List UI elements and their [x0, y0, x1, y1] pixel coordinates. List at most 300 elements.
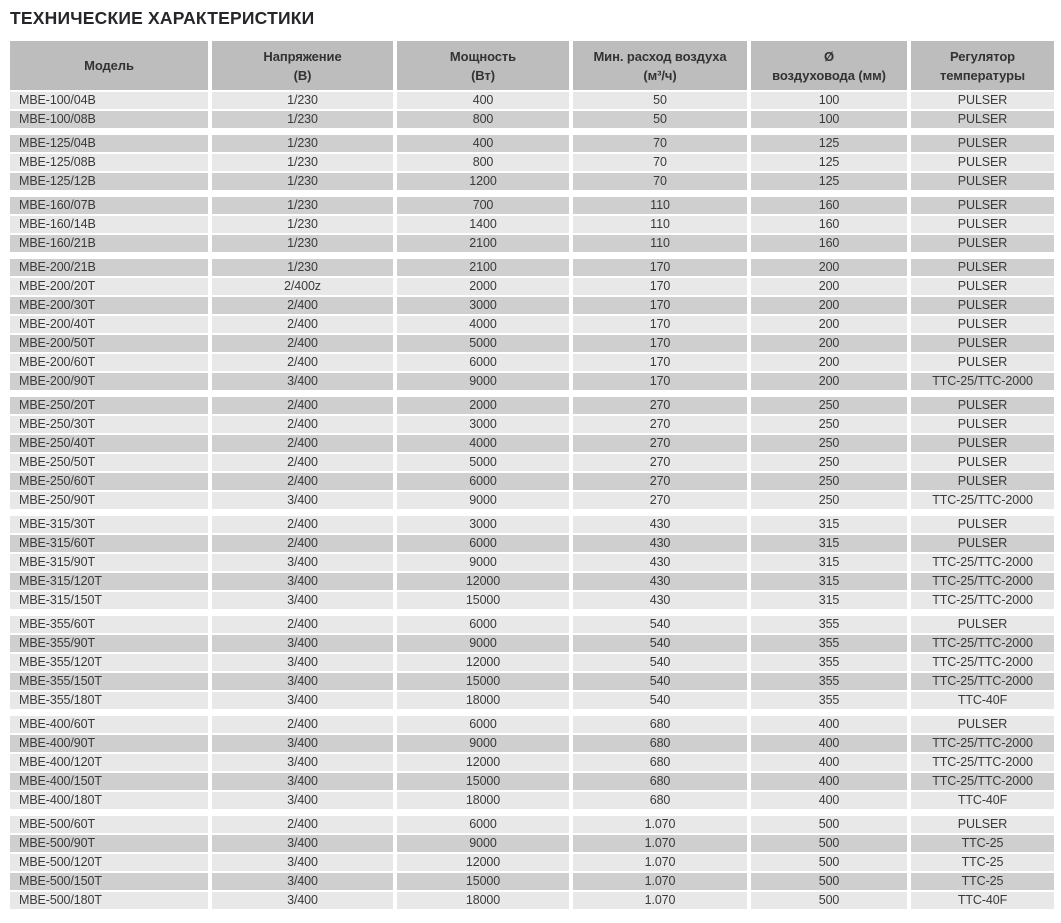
cell-regulator: PULSER	[911, 473, 1054, 490]
cell-power: 9000	[397, 554, 569, 571]
cell-model: MBE-400/60T	[10, 716, 208, 733]
column-header-line1: Ø	[823, 48, 834, 64]
cell-regulator: TTC-25/TTC-2000	[911, 635, 1054, 652]
cell-airflow: 1.070	[573, 873, 747, 890]
cell-diameter: 500	[751, 854, 907, 871]
cell-regulator: PULSER	[911, 435, 1054, 452]
cell-airflow: 680	[573, 792, 747, 809]
cell-power: 800	[397, 111, 569, 128]
cell-regulator: TTC-40F	[911, 792, 1054, 809]
cell-model: MBE-200/90T	[10, 373, 208, 390]
cell-diameter: 250	[751, 454, 907, 471]
cell-airflow: 270	[573, 473, 747, 490]
cell-model: MBE-500/150T	[10, 873, 208, 890]
cell-power: 15000	[397, 592, 569, 609]
cell-airflow: 540	[573, 673, 747, 690]
cell-airflow: 540	[573, 692, 747, 709]
table-row	[10, 92, 1052, 109]
column-header-regulator	[911, 41, 1054, 90]
column-header-airflow	[573, 41, 747, 90]
cell-diameter: 160	[751, 197, 907, 214]
cell-airflow: 680	[573, 754, 747, 771]
model-group	[10, 716, 1052, 809]
cell-model: MBE-160/14B	[10, 216, 208, 233]
cell-model: MBE-355/60T	[10, 616, 208, 633]
table-row	[10, 316, 1052, 333]
cell-voltage: 1/230	[212, 173, 393, 190]
cell-diameter: 250	[751, 397, 907, 414]
cell-airflow: 270	[573, 435, 747, 452]
cell-airflow: 430	[573, 592, 747, 609]
cell-power: 15000	[397, 873, 569, 890]
table-row	[10, 516, 1052, 533]
cell-airflow: 170	[573, 316, 747, 333]
cell-regulator: TTC-25/TTC-2000	[911, 492, 1054, 509]
cell-regulator: TTC-40F	[911, 692, 1054, 709]
cell-regulator: TTC-25	[911, 835, 1054, 852]
cell-model: MBE-400/120T	[10, 754, 208, 771]
cell-model: MBE-500/120T	[10, 854, 208, 871]
cell-regulator: PULSER	[911, 397, 1054, 414]
cell-regulator: PULSER	[911, 197, 1054, 214]
table-row	[10, 278, 1052, 295]
cell-diameter: 355	[751, 692, 907, 709]
cell-voltage: 3/400	[212, 554, 393, 571]
table-row	[10, 692, 1052, 709]
table-row	[10, 473, 1052, 490]
table-row	[10, 592, 1052, 609]
cell-airflow: 1.070	[573, 835, 747, 852]
cell-voltage: 1/230	[212, 92, 393, 109]
cell-model: MBE-125/08B	[10, 154, 208, 171]
model-group	[10, 397, 1052, 509]
cell-model: MBE-250/60T	[10, 473, 208, 490]
column-header-model	[10, 41, 208, 90]
cell-model: MBE-355/150T	[10, 673, 208, 690]
cell-diameter: 500	[751, 816, 907, 833]
cell-voltage: 1/230	[212, 216, 393, 233]
cell-voltage: 2/400	[212, 416, 393, 433]
cell-airflow: 170	[573, 373, 747, 390]
cell-diameter: 200	[751, 259, 907, 276]
cell-airflow: 680	[573, 716, 747, 733]
cell-regulator: PULSER	[911, 111, 1054, 128]
cell-airflow: 680	[573, 735, 747, 752]
cell-diameter: 400	[751, 754, 907, 771]
cell-airflow: 680	[573, 773, 747, 790]
cell-regulator: PULSER	[911, 335, 1054, 352]
table-row	[10, 154, 1052, 171]
column-header-power	[397, 41, 569, 90]
cell-diameter: 125	[751, 154, 907, 171]
cell-regulator: TTC-25/TTC-2000	[911, 373, 1054, 390]
table-row	[10, 792, 1052, 809]
column-header-line1: Модель	[84, 58, 134, 73]
table-row	[10, 573, 1052, 590]
cell-airflow: 540	[573, 616, 747, 633]
cell-model: MBE-125/12B	[10, 173, 208, 190]
column-header-diameter	[751, 41, 907, 90]
cell-airflow: 270	[573, 492, 747, 509]
cell-power: 3000	[397, 297, 569, 314]
cell-regulator: TTC-25	[911, 873, 1054, 890]
cell-power: 6000	[397, 816, 569, 833]
cell-airflow: 540	[573, 654, 747, 671]
table-row	[10, 416, 1052, 433]
cell-model: MBE-315/60T	[10, 535, 208, 552]
page-title: ТЕХНИЧЕСКИЕ ХАРАКТЕРИСТИКИ	[10, 8, 315, 28]
cell-model: MBE-500/90T	[10, 835, 208, 852]
cell-voltage: 3/400	[212, 892, 393, 909]
table-row	[10, 111, 1052, 128]
column-header-line2: (В)	[293, 67, 312, 83]
cell-airflow: 170	[573, 259, 747, 276]
cell-model: MBE-315/90T	[10, 554, 208, 571]
cell-airflow: 430	[573, 573, 747, 590]
cell-power: 6000	[397, 354, 569, 371]
cell-regulator: PULSER	[911, 297, 1054, 314]
cell-airflow: 170	[573, 335, 747, 352]
cell-voltage: 1/230	[212, 197, 393, 214]
cell-airflow: 170	[573, 354, 747, 371]
cell-model: MBE-355/120T	[10, 654, 208, 671]
cell-diameter: 500	[751, 835, 907, 852]
table-row	[10, 454, 1052, 471]
cell-power: 5000	[397, 335, 569, 352]
cell-diameter: 315	[751, 554, 907, 571]
cell-airflow: 110	[573, 216, 747, 233]
cell-voltage: 3/400	[212, 635, 393, 652]
cell-voltage: 3/400	[212, 873, 393, 890]
table-body	[10, 92, 1052, 909]
cell-model: MBE-200/40T	[10, 316, 208, 333]
cell-airflow: 50	[573, 92, 747, 109]
column-header-voltage	[212, 41, 393, 90]
cell-model: MBE-160/07B	[10, 197, 208, 214]
cell-diameter: 355	[751, 616, 907, 633]
cell-regulator: TTC-40F	[911, 892, 1054, 909]
cell-diameter: 250	[751, 492, 907, 509]
cell-model: MBE-250/30T	[10, 416, 208, 433]
cell-power: 12000	[397, 573, 569, 590]
cell-diameter: 355	[751, 673, 907, 690]
cell-model: MBE-355/180T	[10, 692, 208, 709]
cell-diameter: 315	[751, 535, 907, 552]
cell-regulator: TTC-25/TTC-2000	[911, 654, 1054, 671]
cell-voltage: 2/400	[212, 397, 393, 414]
cell-regulator: PULSER	[911, 316, 1054, 333]
cell-power: 6000	[397, 716, 569, 733]
cell-diameter: 250	[751, 416, 907, 433]
cell-voltage: 3/400	[212, 592, 393, 609]
cell-model: MBE-355/90T	[10, 635, 208, 652]
cell-diameter: 355	[751, 635, 907, 652]
cell-regulator: PULSER	[911, 235, 1054, 252]
cell-voltage: 3/400	[212, 754, 393, 771]
cell-airflow: 270	[573, 397, 747, 414]
cell-regulator: PULSER	[911, 716, 1054, 733]
cell-power: 2100	[397, 235, 569, 252]
cell-diameter: 400	[751, 735, 907, 752]
spec-table	[10, 41, 1052, 909]
cell-voltage: 2/400	[212, 354, 393, 371]
cell-voltage: 2/400	[212, 316, 393, 333]
cell-regulator: PULSER	[911, 154, 1054, 171]
cell-diameter: 160	[751, 235, 907, 252]
cell-airflow: 1.070	[573, 816, 747, 833]
model-group	[10, 816, 1052, 909]
cell-regulator: TTC-25/TTC-2000	[911, 673, 1054, 690]
table-row	[10, 716, 1052, 733]
cell-diameter: 315	[751, 592, 907, 609]
table-row	[10, 773, 1052, 790]
table-row	[10, 335, 1052, 352]
cell-model: MBE-200/30T	[10, 297, 208, 314]
cell-voltage: 3/400	[212, 654, 393, 671]
cell-voltage: 3/400	[212, 854, 393, 871]
cell-power: 2000	[397, 397, 569, 414]
cell-regulator: TTC-25/TTC-2000	[911, 754, 1054, 771]
model-group	[10, 135, 1052, 190]
cell-regulator: TTC-25/TTC-2000	[911, 735, 1054, 752]
table-row	[10, 635, 1052, 652]
cell-airflow: 1.070	[573, 892, 747, 909]
column-header-line2: (м³/ч)	[643, 67, 677, 83]
cell-regulator: PULSER	[911, 616, 1054, 633]
model-group	[10, 516, 1052, 609]
cell-power: 400	[397, 135, 569, 152]
cell-model: MBE-400/150T	[10, 773, 208, 790]
table-row	[10, 535, 1052, 552]
cell-regulator: PULSER	[911, 516, 1054, 533]
cell-model: MBE-500/60T	[10, 816, 208, 833]
table-row	[10, 435, 1052, 452]
table-row	[10, 135, 1052, 152]
cell-regulator: PULSER	[911, 216, 1054, 233]
cell-power: 3000	[397, 416, 569, 433]
cell-voltage: 1/230	[212, 235, 393, 252]
cell-voltage: 3/400	[212, 735, 393, 752]
cell-model: MBE-315/30T	[10, 516, 208, 533]
cell-power: 18000	[397, 792, 569, 809]
cell-diameter: 125	[751, 173, 907, 190]
cell-airflow: 170	[573, 297, 747, 314]
cell-airflow: 270	[573, 416, 747, 433]
table-row	[10, 616, 1052, 633]
cell-airflow: 430	[573, 516, 747, 533]
cell-voltage: 2/400	[212, 473, 393, 490]
table-row	[10, 816, 1052, 833]
cell-voltage: 2/400z	[212, 278, 393, 295]
cell-airflow: 430	[573, 535, 747, 552]
cell-regulator: PULSER	[911, 535, 1054, 552]
cell-power: 15000	[397, 673, 569, 690]
cell-diameter: 160	[751, 216, 907, 233]
cell-airflow: 110	[573, 235, 747, 252]
cell-voltage: 2/400	[212, 516, 393, 533]
table-row	[10, 397, 1052, 414]
table-row	[10, 173, 1052, 190]
cell-voltage: 2/400	[212, 816, 393, 833]
column-header-line2: (Вт)	[471, 67, 495, 83]
cell-regulator: TTC-25/TTC-2000	[911, 573, 1054, 590]
cell-diameter: 200	[751, 335, 907, 352]
cell-model: MBE-200/50T	[10, 335, 208, 352]
cell-diameter: 400	[751, 716, 907, 733]
cell-regulator: PULSER	[911, 416, 1054, 433]
cell-voltage: 2/400	[212, 616, 393, 633]
cell-diameter: 200	[751, 297, 907, 314]
cell-power: 12000	[397, 754, 569, 771]
cell-regulator: TTC-25/TTC-2000	[911, 554, 1054, 571]
cell-voltage: 3/400	[212, 773, 393, 790]
table-row	[10, 373, 1052, 390]
cell-diameter: 100	[751, 92, 907, 109]
cell-model: MBE-315/120T	[10, 573, 208, 590]
cell-model: MBE-250/20T	[10, 397, 208, 414]
table-row	[10, 259, 1052, 276]
cell-voltage: 3/400	[212, 692, 393, 709]
model-group	[10, 197, 1052, 252]
cell-diameter: 200	[751, 354, 907, 371]
cell-model: MBE-160/21B	[10, 235, 208, 252]
cell-power: 1200	[397, 173, 569, 190]
cell-voltage: 1/230	[212, 259, 393, 276]
cell-model: MBE-125/04B	[10, 135, 208, 152]
cell-model: MBE-400/90T	[10, 735, 208, 752]
table-row	[10, 297, 1052, 314]
cell-power: 6000	[397, 616, 569, 633]
cell-diameter: 355	[751, 654, 907, 671]
cell-voltage: 2/400	[212, 716, 393, 733]
cell-diameter: 315	[751, 516, 907, 533]
cell-diameter: 100	[751, 111, 907, 128]
cell-model: MBE-500/180T	[10, 892, 208, 909]
cell-voltage: 3/400	[212, 835, 393, 852]
cell-diameter: 200	[751, 278, 907, 295]
cell-regulator: PULSER	[911, 135, 1054, 152]
cell-power: 700	[397, 197, 569, 214]
cell-model: MBE-250/40T	[10, 435, 208, 452]
cell-voltage: 2/400	[212, 454, 393, 471]
cell-voltage: 3/400	[212, 492, 393, 509]
cell-model: MBE-100/04B	[10, 92, 208, 109]
cell-power: 5000	[397, 454, 569, 471]
cell-power: 2100	[397, 259, 569, 276]
cell-diameter: 125	[751, 135, 907, 152]
column-header-line2: температуры	[940, 67, 1025, 83]
cell-airflow: 110	[573, 197, 747, 214]
column-header-line1: Регулятор	[949, 48, 1016, 64]
cell-power: 18000	[397, 692, 569, 709]
model-group	[10, 259, 1052, 390]
cell-voltage: 1/230	[212, 111, 393, 128]
cell-power: 4000	[397, 316, 569, 333]
cell-voltage: 3/400	[212, 673, 393, 690]
cell-airflow: 70	[573, 135, 747, 152]
header-row	[10, 41, 1052, 90]
cell-power: 3000	[397, 516, 569, 533]
cell-model: MBE-200/20T	[10, 278, 208, 295]
cell-regulator: TTC-25/TTC-2000	[911, 592, 1054, 609]
cell-airflow: 540	[573, 635, 747, 652]
cell-model: MBE-250/90T	[10, 492, 208, 509]
cell-airflow: 1.070	[573, 854, 747, 871]
cell-airflow: 430	[573, 554, 747, 571]
cell-diameter: 400	[751, 773, 907, 790]
cell-model: MBE-200/60T	[10, 354, 208, 371]
cell-regulator: PULSER	[911, 278, 1054, 295]
cell-voltage: 3/400	[212, 373, 393, 390]
cell-regulator: PULSER	[911, 259, 1054, 276]
cell-regulator: PULSER	[911, 173, 1054, 190]
column-header-line2: воздуховода (мм)	[772, 67, 886, 83]
model-group	[10, 92, 1052, 128]
table-row	[10, 892, 1052, 909]
column-header-line1: Мин. расход воздуха	[593, 48, 727, 64]
cell-regulator: TTC-25/TTC-2000	[911, 773, 1054, 790]
table-row	[10, 235, 1052, 252]
cell-voltage: 1/230	[212, 154, 393, 171]
cell-diameter: 315	[751, 573, 907, 590]
model-group	[10, 616, 1052, 709]
cell-power: 9000	[397, 492, 569, 509]
cell-airflow: 50	[573, 111, 747, 128]
table-row	[10, 735, 1052, 752]
cell-power: 12000	[397, 654, 569, 671]
cell-voltage: 2/400	[212, 335, 393, 352]
cell-airflow: 70	[573, 173, 747, 190]
cell-diameter: 500	[751, 873, 907, 890]
cell-voltage: 1/230	[212, 135, 393, 152]
cell-diameter: 250	[751, 473, 907, 490]
cell-power: 12000	[397, 854, 569, 871]
cell-power: 6000	[397, 473, 569, 490]
cell-airflow: 170	[573, 278, 747, 295]
table-row	[10, 197, 1052, 214]
table-row	[10, 873, 1052, 890]
cell-power: 18000	[397, 892, 569, 909]
table-row	[10, 754, 1052, 771]
cell-regulator: PULSER	[911, 454, 1054, 471]
cell-power: 15000	[397, 773, 569, 790]
cell-power: 9000	[397, 835, 569, 852]
table-row	[10, 492, 1052, 509]
cell-voltage: 2/400	[212, 435, 393, 452]
table-row	[10, 673, 1052, 690]
column-header-line1: Мощность	[449, 48, 517, 64]
table-row	[10, 354, 1052, 371]
table-row	[10, 854, 1052, 871]
cell-voltage: 3/400	[212, 573, 393, 590]
cell-model: MBE-315/150T	[10, 592, 208, 609]
table-row	[10, 654, 1052, 671]
cell-model: MBE-200/21B	[10, 259, 208, 276]
cell-regulator: TTC-25	[911, 854, 1054, 871]
cell-power: 6000	[397, 535, 569, 552]
cell-model: MBE-400/180T	[10, 792, 208, 809]
cell-diameter: 400	[751, 792, 907, 809]
cell-diameter: 200	[751, 316, 907, 333]
table-row	[10, 554, 1052, 571]
cell-regulator: PULSER	[911, 92, 1054, 109]
cell-power: 9000	[397, 373, 569, 390]
cell-voltage: 2/400	[212, 535, 393, 552]
table-row	[10, 216, 1052, 233]
cell-voltage: 2/400	[212, 297, 393, 314]
cell-diameter: 250	[751, 435, 907, 452]
cell-diameter: 500	[751, 892, 907, 909]
